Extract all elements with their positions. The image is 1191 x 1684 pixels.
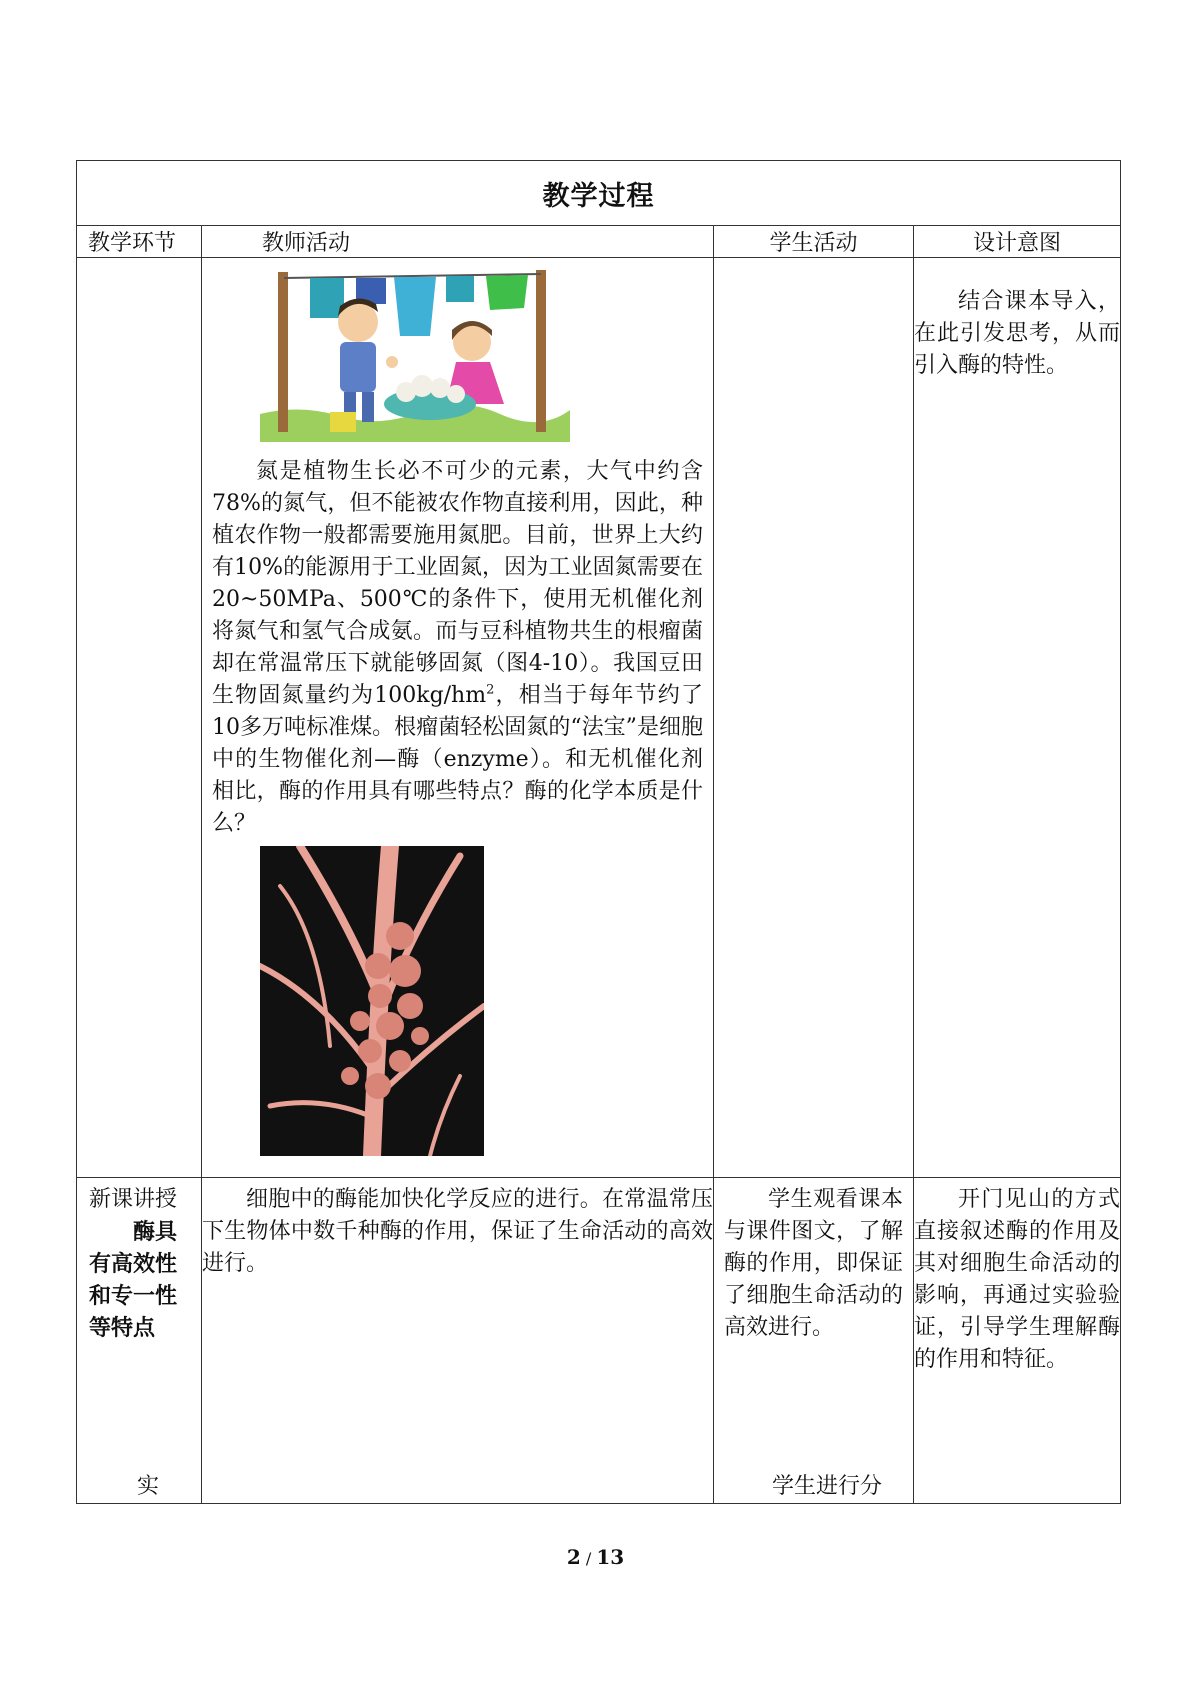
page-current: 2 [566,1545,581,1569]
lesson-table [76,160,1121,1504]
page-number [0,1545,1191,1569]
table-row [77,258,1121,1178]
header-intent: 设计意图 [914,226,1121,258]
intent-cell-2: 开门见山的方式直接叙述酶的作用及其对细胞生命活动的影响，再通过实验验证，引导学生理解酶的作用和特征。 [914,1178,1121,1504]
teacher-intro-text: 氮是植物生长必不可少的元素，大气中约含78%的氮气，但不能被农作物直接利用，因此，种植农作物一般都需要施用氮肥。目前，世界上大约有10%的能源用于工业固氮，因为工业固氮需要在20~50MPa、500℃的条件下，使用无机催化剂将氮气和氢气合成氨。而与豆科植物共生的根瘤菌却在常温常压下就能够固氮（图4-10）。我国豆田生物固氮量约为$100kg/hm^2$，相当于每年节约了10多万吨标准煤。根瘤菌轻松固氮的“法宝”是细胞中的生物催化剂—酶（enzyme）。和无机催化剂相比，酶的作用具有哪些特点？酶的化学本质是什么？ [212,459,703,836]
header-row [77,226,1121,258]
student-cell [714,1178,914,1504]
root-nodule-photo [260,846,484,1156]
page-total: 13 [596,1545,625,1569]
teacher-cell-2: 细胞中的酶能加快化学反应的进行。在常温常压下生物体中数千种酶的作用，保证了生命活动的高效进行。 [202,1178,714,1504]
page-separator: / [580,1549,597,1568]
stage-plain: 新课讲授 [89,1187,178,1212]
teacher-cell [202,258,714,1178]
header-student: 学生活动 [714,226,914,258]
student-tail: 学生进行分 [772,1474,883,1499]
stage-label [77,1178,201,1344]
table-title: 教学过程 [77,161,1121,226]
header-stage: 教学环节 [77,226,202,258]
stage-cell-empty [77,258,202,1178]
table-row [77,1178,1121,1504]
stage-tail: 实 [137,1474,160,1499]
stage-cell [77,1178,202,1504]
header-teacher: 教师活动 [202,226,714,258]
student-text: 学生观看课本与课件图文，了解酶的作用，即保证了细胞生命活动的高效进行。 [724,1187,903,1340]
student-cell-empty [714,258,914,1178]
laundry-illustration [260,264,570,442]
superscript: 2 [486,682,495,698]
intent-cell-1: 结合课本导入，在此引发思考，从而引入酶的特性。 [914,258,1121,1178]
stage-topic: 酶具有高效性和专一性等特点 [89,1219,178,1341]
